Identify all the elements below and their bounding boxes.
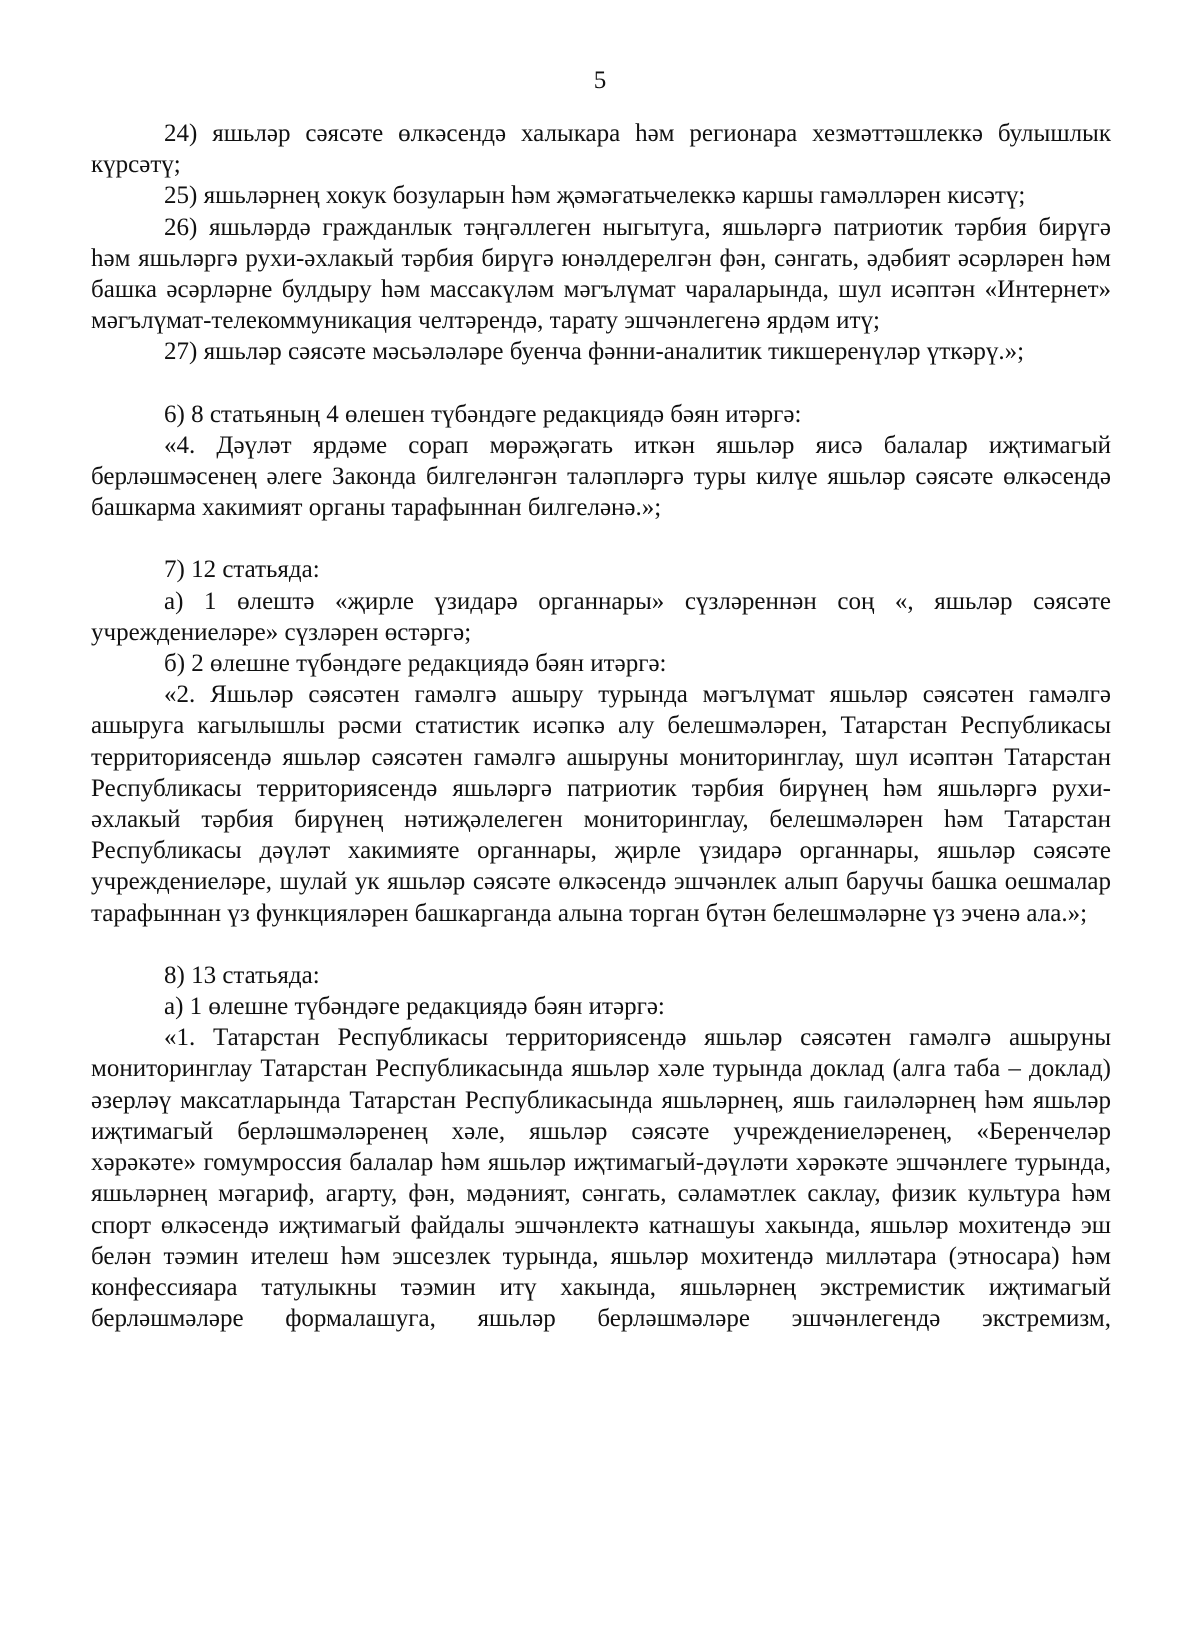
paragraph-item-27: 27) яшьләр сәясәте мәсьәләләре буенча фәнни-аналитик тикшеренүләр үткәрү.»; xyxy=(164,338,1025,366)
paragraph-article-13-part-1: «1. Татарстан Республикасы территориясендә яшьләр сәясәтен гамәлгә ашыруны мониторинглау Татарстан Республикасында яшьләр хәле турында доклад (алга таба – доклад) әзерләү максатларында Татарстан Республикасында яшьләрнең, яшь гаиләләрнең һәм яшьләр иҗтимагый берләшмәләренең хәле, яшьләр сәясәте учреждениеләренең, «Беренчеләр хәрәкәте» гомумроссия балалар һәм яшьләр иҗтимагый-дәүләти хәрәкәте эшчәнлеге турында, яшьләрнең мәгариф, агарту, фән, мәдәният, сәнгать, сәламәтлек саклау, физик культура һәм спорт өлкәсендә иҗтимагый файдалы эшчәнлектә катнашуы хакында, яшьләр мохитендә эш белән тәэмин ителеш һәм эшсезлек турында, яшьләр мохитендә милләтара (этносара) һәм конфессияара татулыкны тәэмин итү хакында, яшьләрнең экстремистик иҗтимагый берләшмәләре формалашуга, яшьләр берләшмәләре эшчәнлегендә экстремизм, xyxy=(91,1024,1111,1333)
document-body xyxy=(91,118,1111,1334)
paragraph-amendment-8a: а) 1 өлешне түбәндәге редакциядә бәян итәргә: xyxy=(164,993,665,1021)
paragraph-amendment-7a: а) 1 өлештә «җирле үзидарә органнары» сүзләреннән соң «, яшьләр сәясәте учреждениеләре» сүзләрен өстәргә; xyxy=(91,587,1111,646)
paragraph-amendment-7b: б) 2 өлешне түбәндәге редакциядә бәян итәргә: xyxy=(164,650,667,678)
paragraph-item-25: 25) яшьләрнең хокук бозуларын һәм җәмәгатьчелеккә каршы гамәлләрен кисәтү; xyxy=(164,182,1026,210)
paragraph-item-24: 24) яшьләр сәясәте өлкәсендә халыкара һәм регионара хезмәттәшлеккә булышлык күрсәтү; xyxy=(91,120,1111,179)
paragraph-article-8-part-4: «4. Дәүләт ярдәме сорап мөрәҗәгать иткән яшьләр яисә балалар иҗтимагый берләшмәсенең әлеге Законда билгеләнгән таләпләргә туры килүе яшьләр сәясәте өлкәсендә башкарма хакимият органы тарафыннан билгеләнә.»; xyxy=(91,431,1111,522)
paragraph-amendment-7: 7) 12 статьяда: xyxy=(164,556,320,584)
page-number: 5 xyxy=(593,67,607,94)
paragraph-item-26: 26) яшьләрдә гражданлык тәңгәллеген ныгытуга, яшьләргә патриотик тәрбия бирүгә һәм яшьләргә рухи-әхлакый тәрбия бирүгә юнәлдерелгән фән, сәнгать, әдәбият әсәрләрен һәм башка әсәрләрне булдыру һәм массакүләм мәгълүмат чараларында, шул исәптән «Интернет» мәгълүмат-телекоммуникация челтәрендә, тарату эшчәнлегенә ярдәм итү; xyxy=(91,213,1111,335)
paragraph-amendment-8: 8) 13 статьяда: xyxy=(164,961,320,989)
paragraph-amendment-6: 6) 8 статьяның 4 өлешен түбәндәге редакциядә бәян итәргә: xyxy=(164,400,802,428)
paragraph-article-12-part-2: «2. Яшьләр сәясәтен гамәлгә ашыру турында мәгълүмат яшьләр сәясәтен гамәлгә ашыруга кагылышлы рәсми статистик исәпкә алу белешмәләрен, Татарстан Республикасы территориясендә яшьләр сәясәтен гамәлгә ашыруны мониторинглау, шул исәптән Татарстан Республикасы территориясендә яшьләргә патриотик тәрбия бирүнең һәм яшьләргә рухи-әхлакый тәрбия бирүнең нәтиҗәлелеген мониторинглау, белешмәләрен һәм Татарстан Республикасы дәүләт хакимияте органнары, җирле үзидарә органнары, яшьләр сәясәте учреждениеләре, шулай ук яшьләр сәясәте өлкәсендә эшчәнлек алып баручы башка оешмалар тарафыннан үз функцияләрен башкарганда алына торган бүтән белешмәләрне үз эченә ала.»; xyxy=(91,681,1111,927)
